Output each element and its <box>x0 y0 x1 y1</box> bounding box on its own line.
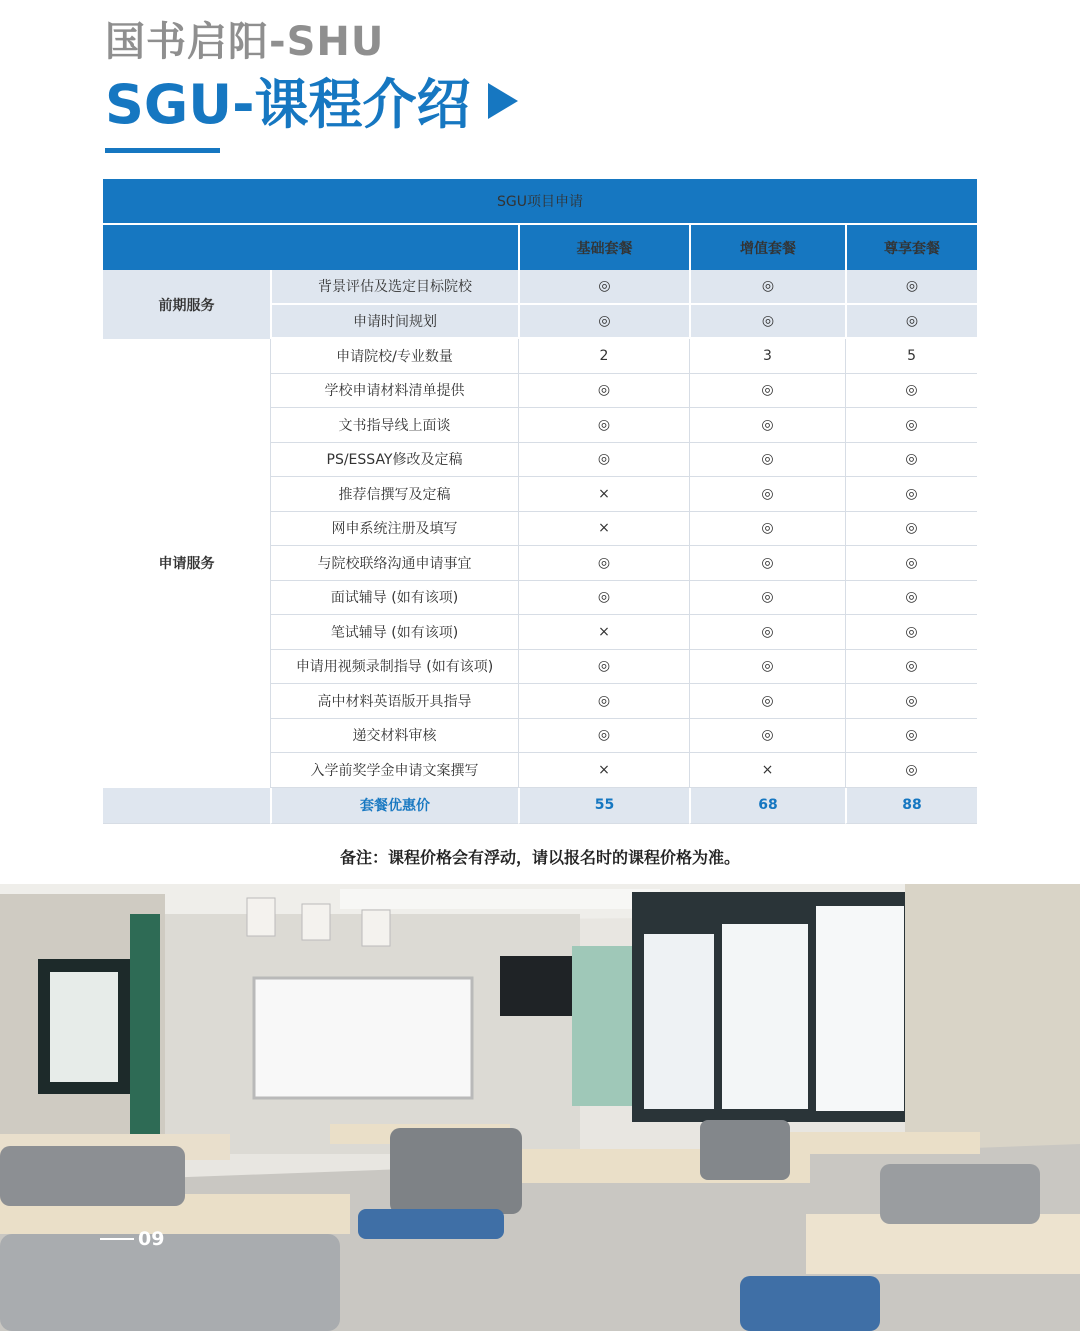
cell-value: ◎ <box>689 546 845 581</box>
service-item: 入学前奖学金申请文案撰写 <box>270 753 518 788</box>
cell-value: 3 <box>689 339 845 374</box>
classroom-photo <box>0 884 1080 1331</box>
cell-premium: ◎ <box>845 650 977 685</box>
cell-value: ◎ <box>689 443 845 478</box>
service-item: 推荐信撰写及定稿 <box>270 477 518 512</box>
cell-premium: ◎ <box>845 581 977 616</box>
title-underline <box>105 148 220 153</box>
table-header-blank <box>103 225 518 270</box>
play-triangle-icon <box>488 83 518 119</box>
cell-value: ◎ <box>689 512 845 547</box>
page-title <box>105 62 518 139</box>
cell-basic: × <box>518 753 689 788</box>
package-header-basic: 基础套餐 <box>518 225 689 270</box>
price-value: 68 <box>689 788 845 824</box>
cell-basic: 2 <box>518 339 689 374</box>
cell-premium: ◎ <box>845 615 977 650</box>
cell-value: ◎ <box>689 477 845 512</box>
section-label-apply: 申请服务 <box>103 339 270 788</box>
service-item: 学校申请材料清单提供 <box>270 374 518 409</box>
page-title-text: SGU-课程介绍 <box>105 73 471 136</box>
cell-basic: ◎ <box>518 443 689 478</box>
cell-basic: × <box>518 477 689 512</box>
cell-value: ◎ <box>689 270 845 305</box>
cell-value: ◎ <box>689 305 845 340</box>
cell-basic: ◎ <box>518 650 689 685</box>
cell-basic: × <box>518 512 689 547</box>
price-basic: 55 <box>518 788 689 824</box>
cell-basic: ◎ <box>518 684 689 719</box>
price-label: 套餐优惠价 <box>270 788 518 824</box>
package-comparison-table <box>103 179 977 824</box>
page-number-dash <box>100 1238 134 1240</box>
cell-premium: ◎ <box>845 305 977 340</box>
table-banner: SGU项目申请 <box>103 179 977 225</box>
cell-premium: ◎ <box>845 512 977 547</box>
page-number <box>100 1228 164 1250</box>
section-label-pre: 前期服务 <box>103 270 270 339</box>
cell-value: ◎ <box>689 719 845 754</box>
page-number-text: 09 <box>138 1228 165 1250</box>
cell-basic: ◎ <box>518 374 689 409</box>
cell-value: ◎ <box>689 650 845 685</box>
cell-premium: 5 <box>845 339 977 374</box>
cell-basic: ◎ <box>518 719 689 754</box>
cell-basic: ◎ <box>518 581 689 616</box>
cell-value: ◎ <box>689 615 845 650</box>
service-item: 笔试辅导 (如有该项) <box>270 615 518 650</box>
service-item: 申请时间规划 <box>270 305 518 340</box>
cell-premium: ◎ <box>845 408 977 443</box>
service-item: 网申系统注册及填写 <box>270 512 518 547</box>
package-header-value: 增值套餐 <box>689 225 845 270</box>
service-item: 面试辅导 (如有该项) <box>270 581 518 616</box>
service-item: 申请院校/专业数量 <box>270 339 518 374</box>
cell-premium: ◎ <box>845 270 977 305</box>
cell-basic: ◎ <box>518 546 689 581</box>
classroom-illustration <box>0 884 1080 1331</box>
cell-premium: ◎ <box>845 477 977 512</box>
cell-value: ◎ <box>689 684 845 719</box>
cell-premium: ◎ <box>845 753 977 788</box>
cell-value: ◎ <box>689 581 845 616</box>
service-item: 递交材料审核 <box>270 719 518 754</box>
price-row-blank <box>103 788 270 824</box>
cell-basic: × <box>518 615 689 650</box>
service-item: 文书指导线上面谈 <box>270 408 518 443</box>
price-premium: 88 <box>845 788 977 824</box>
service-item: 申请用视频录制指导 (如有该项) <box>270 650 518 685</box>
service-item: 背景评估及选定目标院校 <box>270 270 518 305</box>
brand-subtitle: 国书启阳-SHU <box>105 19 385 65</box>
cell-basic: ◎ <box>518 408 689 443</box>
cell-premium: ◎ <box>845 684 977 719</box>
cell-premium: ◎ <box>845 374 977 409</box>
cell-value: ◎ <box>689 408 845 443</box>
cell-value: ◎ <box>689 374 845 409</box>
service-item: PS/ESSAY修改及定稿 <box>270 443 518 478</box>
table-row <box>103 270 977 305</box>
cell-basic: ◎ <box>518 305 689 340</box>
price-row <box>103 788 977 824</box>
price-note: 备注：课程价格会有浮动，请以报名时的课程价格为准。 <box>339 848 740 867</box>
package-header-premium: 尊享套餐 <box>845 225 977 270</box>
service-item: 与院校联络沟通申请事宜 <box>270 546 518 581</box>
cell-basic: ◎ <box>518 270 689 305</box>
table-row <box>103 339 977 374</box>
service-item: 高中材料英语版开具指导 <box>270 684 518 719</box>
cell-premium: ◎ <box>845 719 977 754</box>
cell-premium: ◎ <box>845 546 977 581</box>
cell-value: × <box>689 753 845 788</box>
cell-premium: ◎ <box>845 443 977 478</box>
